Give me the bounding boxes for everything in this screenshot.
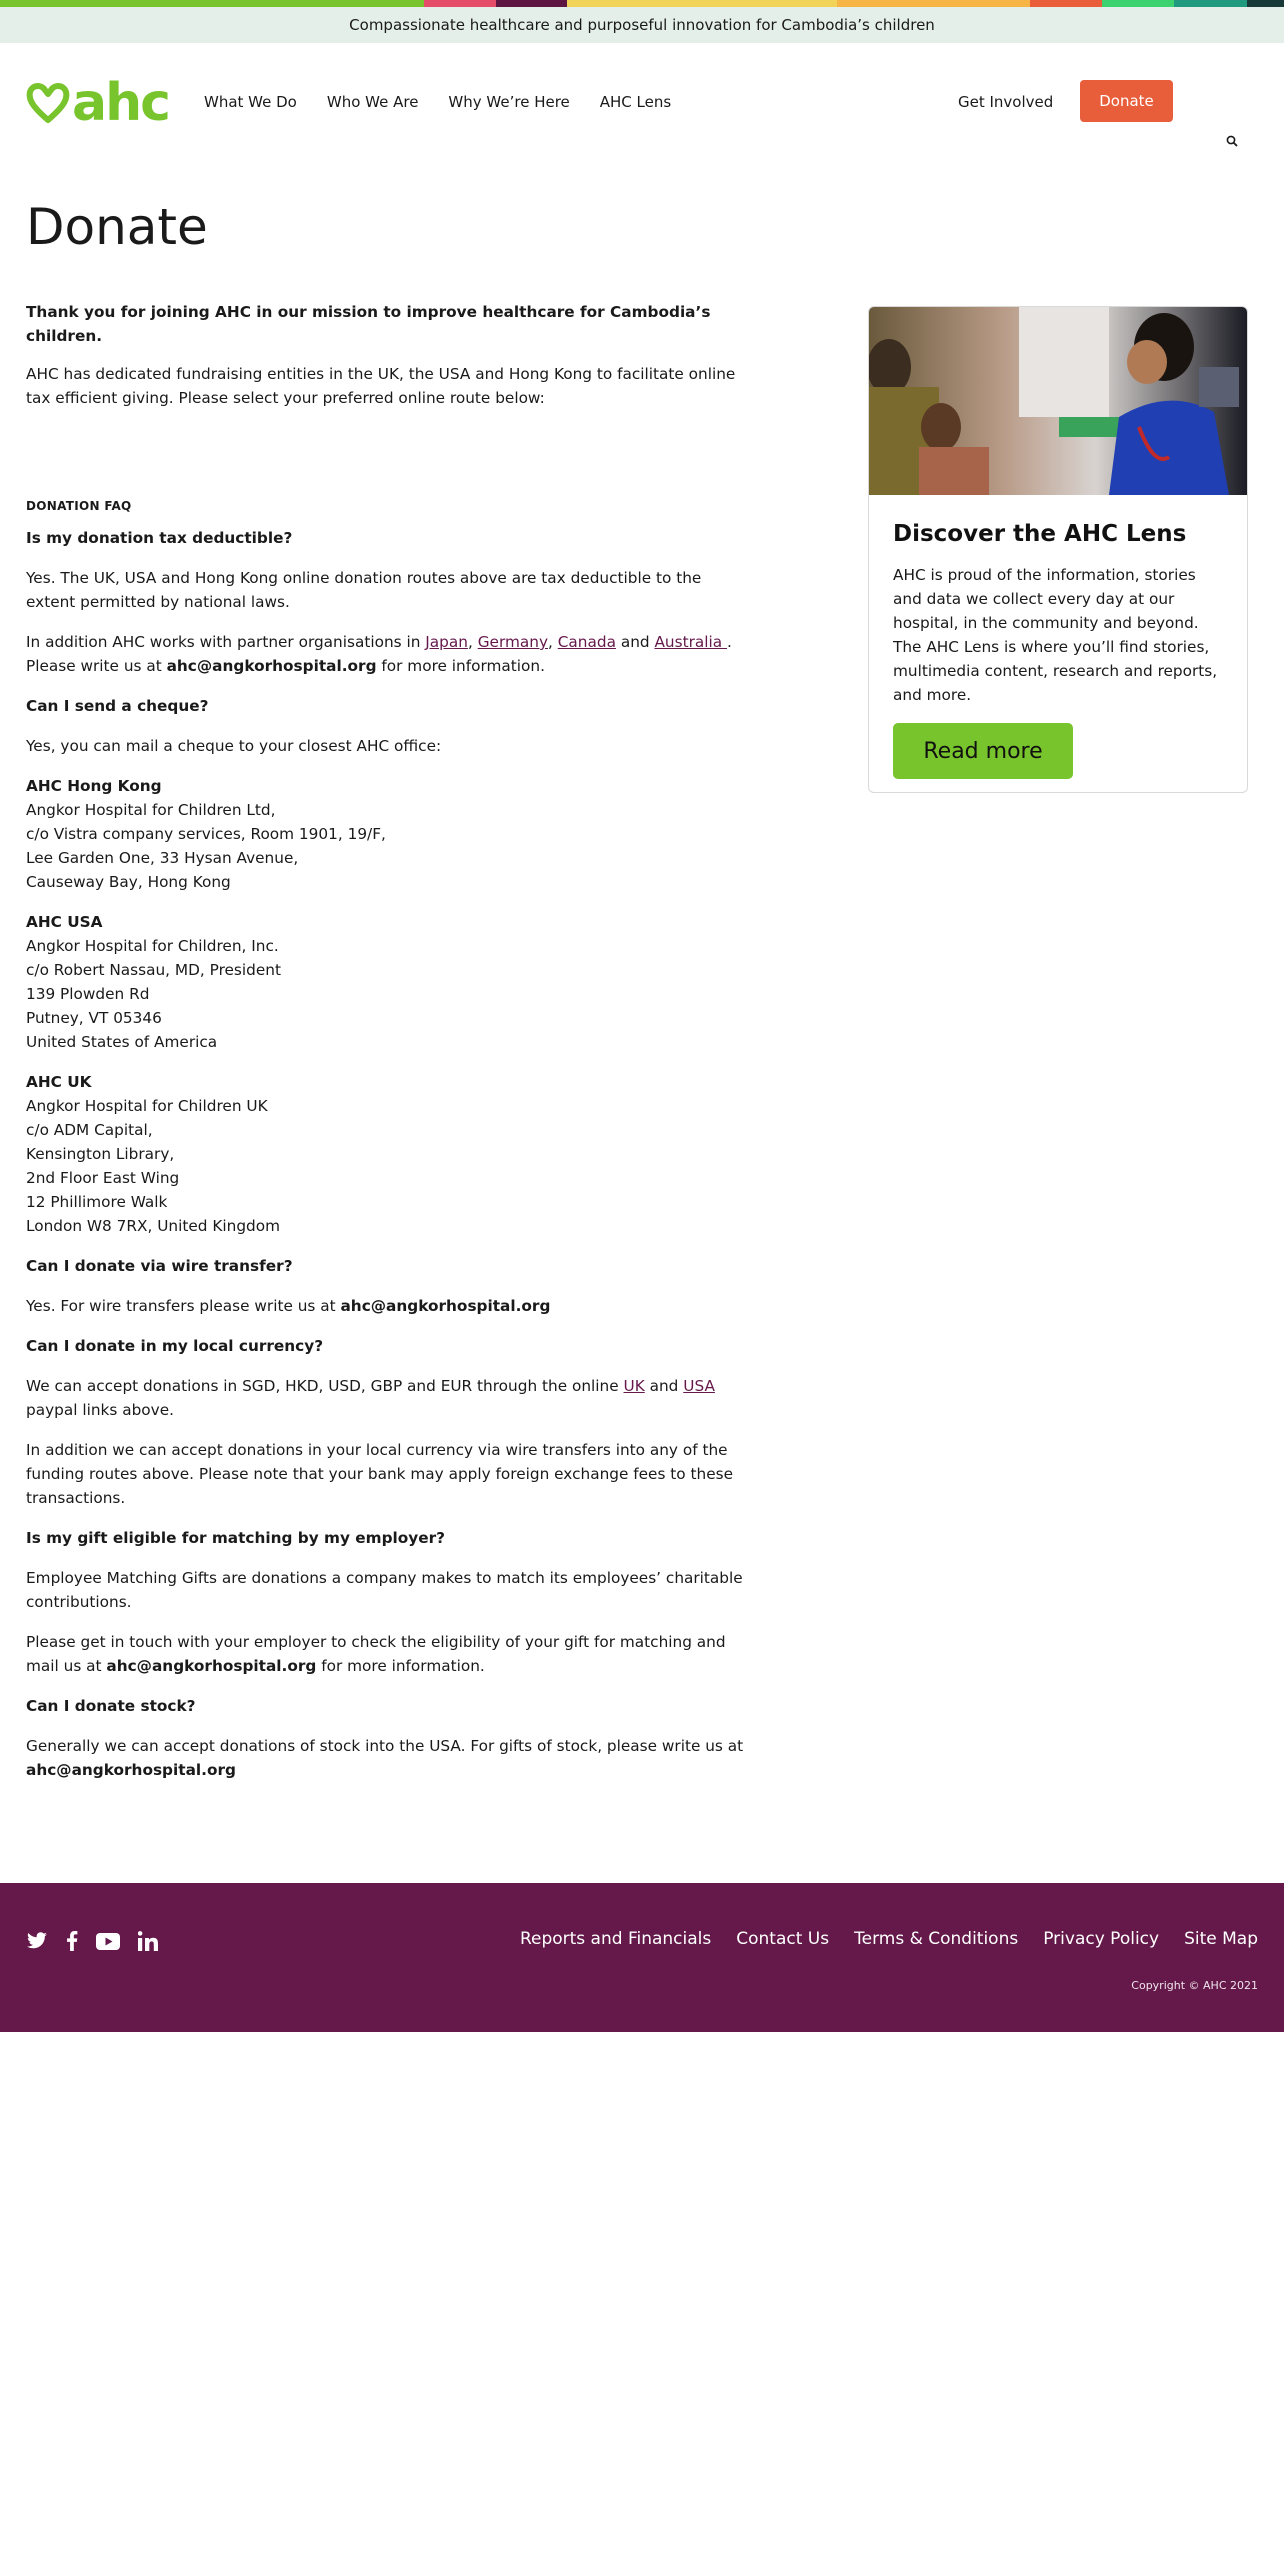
faq-question: Is my gift eligible for matching by my employer? [26, 1529, 446, 1547]
faq-answer [26, 1734, 746, 1782]
search-icon[interactable] [1226, 135, 1238, 147]
intro-body: AHC has dedicated fundraising entities in the UK, the USA and Hong Kong to facilitate online tax efficient giving. Please select your preferred online route below: [26, 365, 736, 407]
faq-answer: Yes. The UK, USA and Hong Kong online donation routes above are tax deductible to the extent permitted by national laws. [26, 569, 702, 611]
facebook-icon[interactable] [66, 1931, 78, 1951]
stripe-segment [1102, 0, 1174, 7]
faq-question: Can I donate via wire transfer? [26, 1257, 293, 1275]
email-text: ahc@angkorhospital.org [106, 1657, 317, 1675]
nav-what-we-do[interactable]: What We Do [204, 92, 297, 111]
faq-answer: In addition we can accept donations in your local currency via wire transfers into any of the funding routes above. Please note that your bank may apply foreign exchange fees to these transactions. [26, 1441, 733, 1507]
answer-text: We can accept donations in SGD, HKD, USD, GBP and EUR through the online [26, 1377, 624, 1395]
site-footer [0, 1883, 1284, 2032]
address-line: 12 Phillimore Walk [26, 1193, 168, 1211]
ahc-logo[interactable] [26, 73, 169, 133]
address-line: c/o ADM Capital, [26, 1121, 153, 1139]
office-name: AHC USA [26, 913, 103, 931]
main-nav [204, 43, 701, 160]
twitter-icon[interactable] [26, 1932, 48, 1950]
copyright-text: Copyright © AHC 2021 [1131, 1979, 1258, 1992]
tagline-bar [0, 7, 1284, 43]
stripe-segment [837, 0, 1030, 7]
partner-link-japan[interactable]: Japan [425, 633, 468, 651]
address-line: London W8 7RX, United Kingdom [26, 1217, 280, 1235]
site-header [0, 43, 1284, 160]
intro-lead: Thank you for joining AHC in our mission to improve healthcare for Cambodia’s children. [26, 303, 711, 345]
office-address-hong-kong [26, 774, 746, 894]
card-photo [869, 307, 1247, 495]
answer-text: for more information. [376, 657, 545, 675]
answer-text: In addition AHC works with partner organisations in [26, 633, 426, 651]
linkedin-icon[interactable] [138, 1931, 158, 1951]
address-line: c/o Vistra company services, Room 1901, 19/F, [26, 825, 386, 843]
answer-text: Generally we can accept donations of stock into the USA. For gifts of stock, please write us at [26, 1737, 744, 1755]
faq-question: Can I donate in my local currency? [26, 1337, 324, 1355]
answer-text: Please get in touch with your employer to check the eligibility of your gift for matching and mail us at [26, 1633, 726, 1675]
stripe-segment [424, 0, 496, 7]
footer-links [520, 1929, 1258, 1949]
footer-link-privacy[interactable]: Privacy Policy [1043, 1929, 1160, 1949]
separator-text: , [467, 633, 478, 651]
address-line: 139 Plowden Rd [26, 985, 150, 1003]
partner-link-canada[interactable]: Canada [557, 633, 616, 651]
faq-question: Can I donate stock? [26, 1697, 196, 1715]
office-address-uk [26, 1070, 746, 1238]
partner-link-australia[interactable]: Australia [654, 633, 727, 651]
faq-question: Can I send a cheque? [26, 697, 209, 715]
answer-text: Yes. For wire transfers please write us at [26, 1297, 341, 1315]
faq-answer [26, 1294, 746, 1318]
faq-question: Is my donation tax deductible? [26, 529, 293, 547]
address-line: Angkor Hospital for Children UK [26, 1097, 268, 1115]
office-name: AHC UK [26, 1073, 92, 1091]
email-text: ahc@angkorhospital.org [26, 1761, 236, 1779]
office-address-usa [26, 910, 746, 1054]
nav-ahc-lens[interactable]: AHC Lens [599, 92, 672, 111]
card-title: Discover the AHC Lens [893, 521, 1187, 547]
email-text: ahc@angkorhospital.org [340, 1297, 551, 1315]
get-involved-link[interactable]: Get Involved [958, 92, 1054, 111]
address-line: United States of America [26, 1033, 218, 1051]
answer-text: paypal links above. [26, 1401, 174, 1419]
stripe-segment [1030, 0, 1102, 7]
faq-label: DONATION FAQ [26, 499, 132, 513]
footer-link-contact[interactable]: Contact Us [736, 1929, 830, 1949]
faq-answer [26, 1630, 746, 1678]
donate-button[interactable]: Donate [1080, 80, 1173, 122]
answer-text: for more information. [316, 1657, 485, 1675]
footer-link-reports[interactable]: Reports and Financials [519, 1929, 712, 1949]
address-line: Kensington Library, [26, 1145, 175, 1163]
main-content [26, 300, 746, 1798]
partner-link-germany[interactable]: Germany [477, 633, 548, 651]
address-line: Causeway Bay, Hong Kong [26, 873, 231, 891]
social-links [26, 1931, 158, 1951]
separator-text: and [615, 633, 655, 651]
office-name: AHC Hong Kong [26, 777, 162, 795]
faq-answer: Employee Matching Gifts are donations a company makes to match its employees’ charitable contributions. [26, 1569, 743, 1611]
faq-answer [26, 630, 746, 678]
youtube-icon[interactable] [96, 1933, 120, 1950]
stripe-segment [1174, 0, 1247, 7]
address-line: 2nd Floor East Wing [26, 1169, 180, 1187]
stripe-segment [567, 0, 837, 7]
nav-why-were-here[interactable]: Why We’re Here [448, 92, 570, 111]
card-body: AHC is proud of the information, stories and data we collect every day at our hospital, in the community and beyond. The AHC Lens is where you’ll find stories, multimedia content, research and reports, and more. [893, 566, 1218, 704]
footer-link-terms[interactable]: Terms & Conditions [854, 1929, 1019, 1949]
email-text: ahc@angkorhospital.org [166, 657, 377, 675]
faq-answer [26, 1374, 746, 1422]
color-stripe [0, 0, 1284, 7]
nav-who-we-are[interactable]: Who We Are [326, 92, 419, 111]
address-line: c/o Robert Nassau, MD, President [26, 961, 281, 979]
paypal-link-usa[interactable]: USA [683, 1377, 715, 1395]
address-line: Putney, VT 05346 [26, 1009, 162, 1027]
separator-text: and [644, 1377, 684, 1395]
ahc-lens-card [868, 306, 1248, 793]
faq-answer: Yes, you can mail a cheque to your closest AHC office: [26, 737, 442, 755]
address-line: Angkor Hospital for Children, Inc. [26, 937, 279, 955]
read-more-button[interactable]: Read more [893, 723, 1073, 779]
tagline-text: Compassionate healthcare and purposeful innovation for Cambodia’s children [349, 16, 935, 34]
address-line: Angkor Hospital for Children Ltd, [26, 801, 276, 819]
footer-link-sitemap[interactable]: Site Map [1184, 1929, 1258, 1949]
stripe-segment [1247, 0, 1284, 7]
logo-text: ahc [72, 73, 169, 133]
answer-text: . Please write us at [26, 633, 732, 675]
separator-text: , [548, 633, 558, 651]
page-title: Donate [26, 198, 208, 256]
address-line: Lee Garden One, 33 Hysan Avenue, [26, 849, 299, 867]
paypal-link-uk[interactable]: UK [623, 1377, 645, 1395]
stripe-segment [496, 0, 567, 7]
stripe-segment [0, 0, 424, 7]
heart-logo-icon [26, 82, 70, 124]
